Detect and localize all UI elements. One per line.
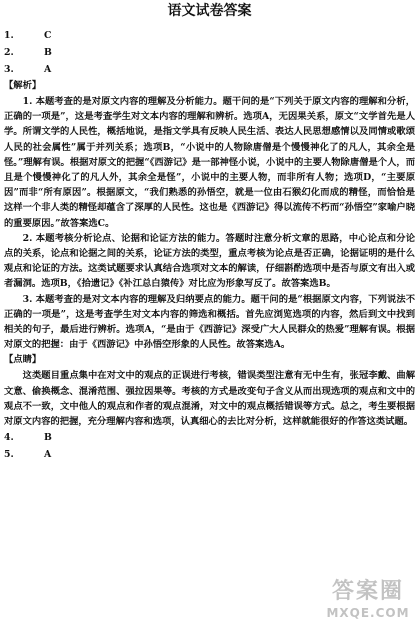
answer-row <box>4 61 415 78</box>
dianjing-heading: 【点睛】 <box>4 354 42 366</box>
answer-value: C <box>44 29 52 41</box>
answer-number: 2. <box>4 46 14 58</box>
answer-number: 1. <box>4 29 14 41</box>
analysis-paragraph-3: 3. 本题考查的是对文本内容的理解及归纳要点的能力。题干问的是“根据原文内容，下列说法不正确的一项是”，这是考查学生对文本内容的筛选和概括。首先应浏览选项的内容，然后到文中找到相关的句子，最后进行辨析。选项A，“是由于《西游记》深受广大人民群众的热爱”理解有误。根据对原文的把握：由于《西游记》中孙悟空形象的人民性。故答案选A。 <box>4 293 415 351</box>
answer-row <box>4 44 415 61</box>
page-title: 语文试卷答案 <box>167 3 252 19</box>
dianjing-paragraph: 这类题目重点集中在对文中的观点的正误进行考核，错误类型注意有无中生有，张冠李戴、曲解文意、偷换概念、混淆范围、强拉因果等。考核的方式是改变句子含义从而出现选项的观点和文中的观点不一致，文中他人的观点和作者的观点混淆，对文中的观点概括错误等方式。总之，考生要根据对原文内容的把握，充分理解内容和选项，认真细心的去比对分析，这样就能很好的作答这类试题。 <box>4 370 415 428</box>
answer-row <box>4 429 415 446</box>
analysis-paragraph-2: 2. 本题考核分析论点、论据和论证方法的能力。答题时注意分析文章的思路，中心论点和分论点的关系，论点和论据之间的关系，论证方法的类型，重点考核为论点是否正确，论据证明的是什么观点和论证的方法。这类试题要求认真结合选项对文本的解读，仔细斟酌选项中是否与原文有出入或者漏洞。选项B，《拾遗记》《补江总白猿传》对比应为形象写反了。故答案选B。 <box>4 232 415 290</box>
answer-number: 4. <box>4 432 14 444</box>
answer-number: 3. <box>4 63 14 75</box>
watermark-url: MXQE.COM <box>326 606 410 620</box>
answer-value: A <box>44 63 52 75</box>
answer-number: 5. <box>4 449 14 461</box>
answer-row <box>4 446 415 463</box>
answer-row <box>4 27 415 44</box>
analysis-paragraph-1: 1. 本题考查的是对原文内容的理解及分析能力。题干问的是“下列关于原文内容的理解和分析，正确的一项是”，这是考查学生对文本内容的理解和辨析。选项A，无因果关系，原文“文学首先是人学。所谓文学的人民性，概括地说，是指文学具有反映人民生活、表达人民思想感情以及同情或歌颂人民的社会属性”属于并列关系；选项B，“小说中的人物除唐僧是个慢慢神化了的凡人，其余全是怪。”理解有误。根据对原文的把握“《西游记》是一部神怪小说，小说中的主要人物除唐僧是个人，而且是个慢慢神化了的凡人外，其余全是怪”，小说中的主要人物，而非所有人物；选项D，“主要原因”而非“所有原因”。根据原文，“我们熟悉的孙悟空，就是一位由石猴幻化而成的精怪，而恰恰是这样一个非人类的精怪却蕴含了深厚的人民性。这也是《西游记》得以流传不朽而“孙悟空”家喻户晓的重要原因。”故答案选C。 <box>4 96 415 229</box>
answer-value: B <box>44 46 52 58</box>
answer-sheet-page <box>4 0 415 463</box>
answer-value: B <box>44 432 52 444</box>
watermark-logo <box>323 579 413 631</box>
answer-value: A <box>44 449 52 461</box>
watermark-text: 答案圈 <box>331 579 404 604</box>
analysis-heading: 【解析】 <box>4 80 42 91</box>
